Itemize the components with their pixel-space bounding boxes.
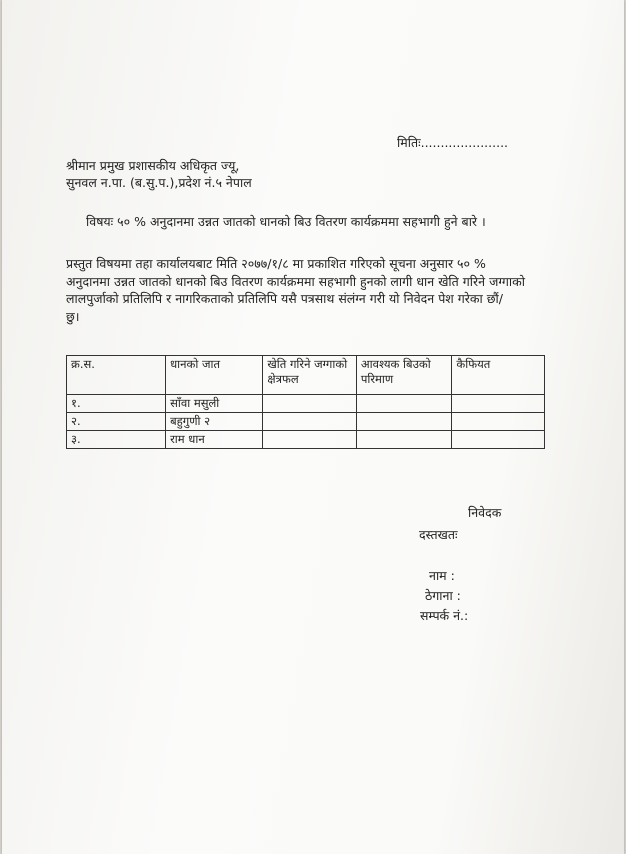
cell-remarks xyxy=(452,395,545,413)
cell-serial: १. xyxy=(67,395,166,413)
cell-variety: साँवा मसुली xyxy=(166,395,263,413)
date-line: मितिः...................... xyxy=(397,135,509,150)
header-serial: क्र.स. xyxy=(67,356,166,395)
table-row xyxy=(67,431,545,449)
body-line: प्रस्तुत विषयमा तहा कार्यालयबाट मिति २०७७/१/८ मा प्रकाशित गरिएको सूचना अनुसार ५० % xyxy=(66,256,486,271)
cell-remarks xyxy=(452,431,545,449)
applicant-label: निवेदक xyxy=(468,505,502,520)
body-line: लालपुर्जाको प्रतिलिपि र नागरिकताको प्रतिलिपि यसै पत्रसाथ संलंग्न गरी यो निवेदन पेश गरेका छौं/ xyxy=(66,291,503,306)
signature-label: दस्तखतः xyxy=(419,527,458,542)
cell-land-area xyxy=(263,413,356,431)
table-row xyxy=(67,413,545,431)
subject-line: विषयः ५० % अनुदानमा उन्नत जातको धानको बिउ वितरण कार्यक्रममा सहभागी हुने बारे । xyxy=(86,214,486,229)
header-land-area: खेति गरिने जग्गाको क्षेत्रफल xyxy=(263,356,356,395)
addressee-line-2: सुनवल न.पा. (ब.सु.प.),प्रदेश नं.५ नेपाल xyxy=(66,175,252,190)
cell-seed-quantity xyxy=(356,431,452,449)
header-remarks: कैफियत xyxy=(452,356,545,395)
contact-number-label: सम्पर्क नं.: xyxy=(420,608,469,623)
cell-land-area xyxy=(263,395,356,413)
header-seed-quantity: आवश्यक बिउको परिमाण xyxy=(356,356,452,395)
table-row xyxy=(67,395,545,413)
cell-seed-quantity xyxy=(356,413,452,431)
cell-serial: ३. xyxy=(67,431,166,449)
cell-variety: राम धान xyxy=(166,431,263,449)
address-label: ठेगाना : xyxy=(425,588,461,603)
header-rice-variety: धानको जात xyxy=(166,356,263,395)
name-label: नाम : xyxy=(429,568,455,583)
table-header-row xyxy=(67,356,545,395)
cell-variety: बहुगुणी २ xyxy=(166,413,263,431)
document-page xyxy=(2,0,624,854)
cell-remarks xyxy=(452,413,545,431)
cell-serial: २. xyxy=(67,413,166,431)
addressee-line-1: श्रीमान प्रमुख प्रशासकीय अधिकृत ज्यू, xyxy=(66,158,240,173)
body-line: छु। xyxy=(66,308,80,324)
seed-request-table xyxy=(66,355,545,449)
cell-seed-quantity xyxy=(356,395,452,413)
body-line: अनुदानमा उन्नत जातको धानको बिउ वितरण कार्यक्रममा सहभागी हुनको लागी धान खेति गरिने जग्गाको xyxy=(66,273,525,289)
body-paragraph xyxy=(66,255,548,325)
cell-land-area xyxy=(263,431,356,449)
